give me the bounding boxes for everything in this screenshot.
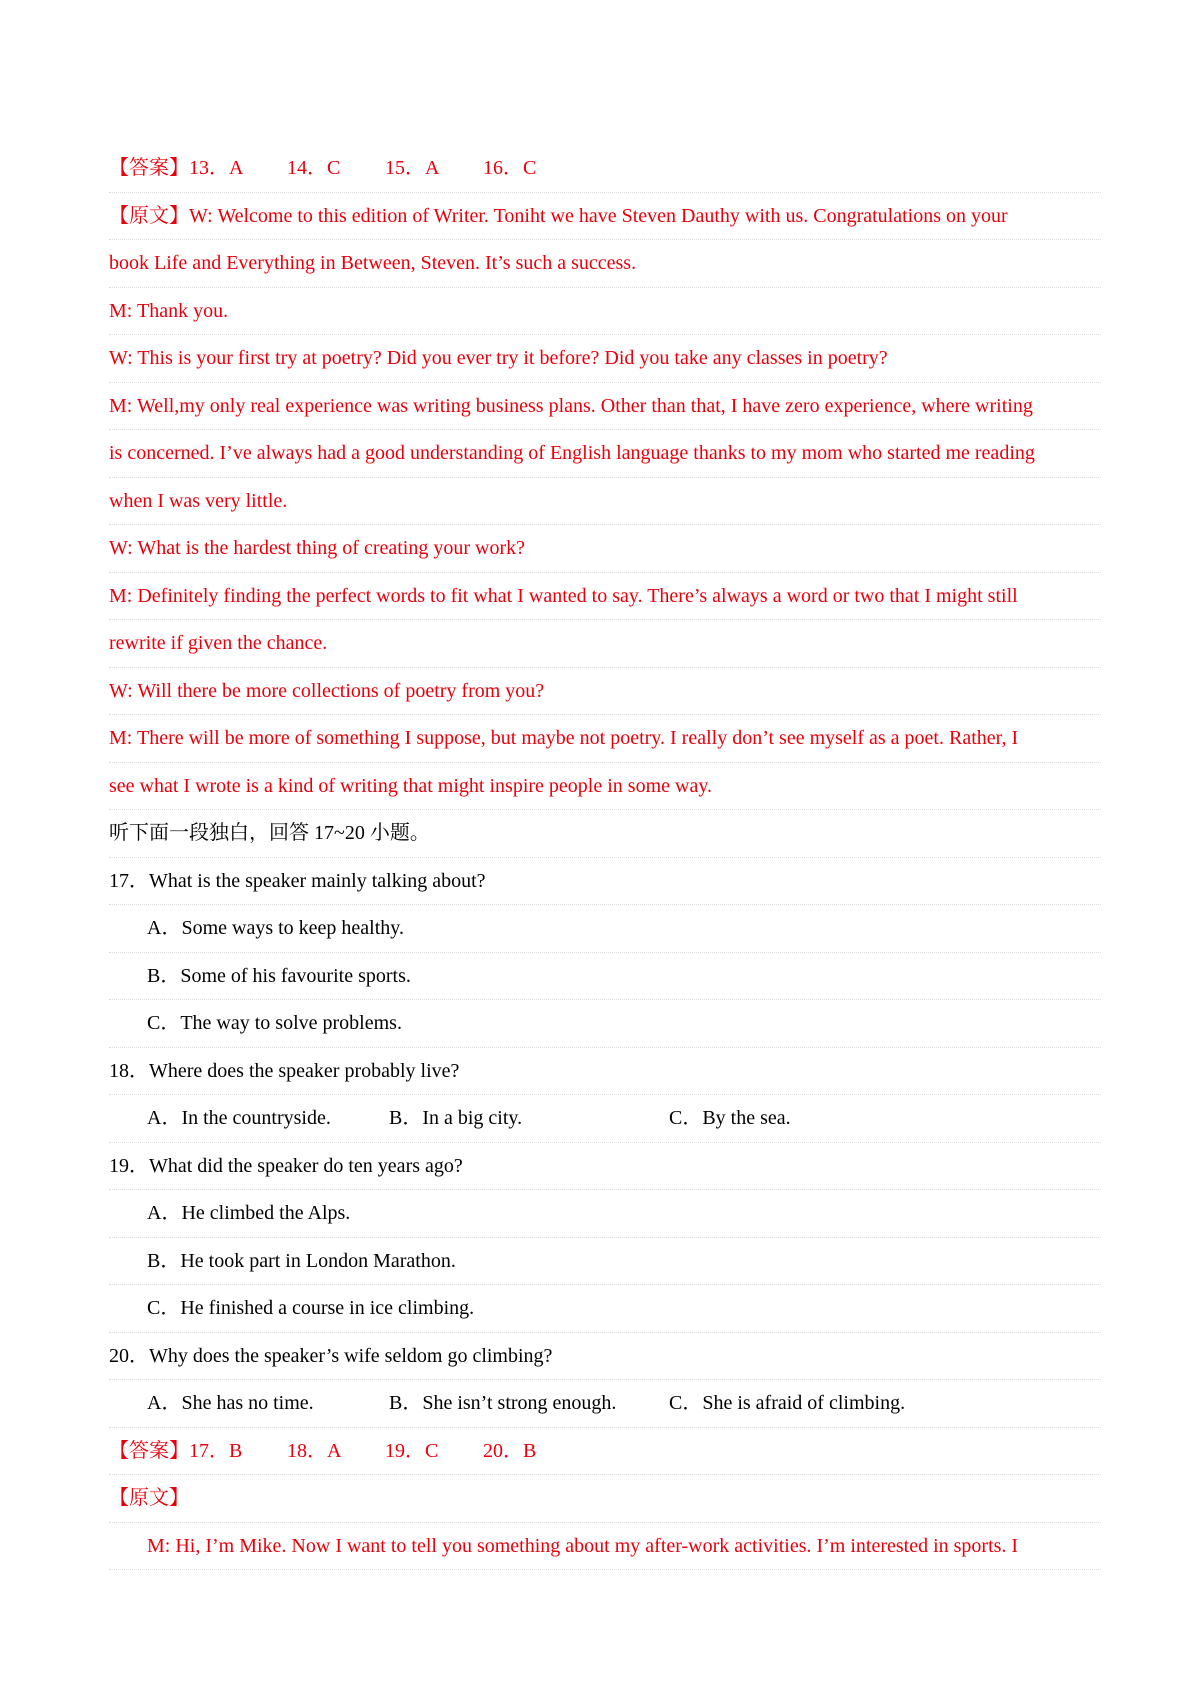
transcript-line: W: This is your first try at poetry? Did you ever try it before? Did you take any classes in poetry? — [109, 335, 1101, 383]
question-stem: 19．What did the speaker do ten years ago? — [109, 1143, 1101, 1191]
answer-item: 17．B — [189, 1439, 243, 1462]
question-option: C．She is afraid of climbing. — [669, 1392, 906, 1414]
transcript-line: M: Thank you. — [109, 288, 1101, 336]
answer-line-17-20 — [109, 1428, 1101, 1476]
question-option: C．He finished a course in ice climbing. — [109, 1285, 1101, 1333]
transcript-line: W: What is the hardest thing of creating your work? — [109, 525, 1101, 573]
transcript-line: rewrite if given the chance. — [109, 620, 1101, 668]
answer-item: 16．C — [483, 157, 537, 179]
question-option: B．In a big city. — [389, 1107, 523, 1129]
answer-item: 13．A — [189, 157, 244, 179]
answer-label: 【答案】 — [109, 157, 189, 179]
question-stem: 18．Where does the speaker probably live? — [109, 1048, 1101, 1096]
question-stem: 20．Why does the speaker’s wife seldom go climbing? — [109, 1333, 1101, 1381]
answer-item: 14．C — [287, 157, 341, 179]
question-option: C．The way to solve problems. — [109, 1000, 1101, 1048]
answer-item: 19．C — [385, 1439, 439, 1462]
transcript-line: M: Definitely finding the perfect words to fit what I wanted to say. There’s always a word or two that I might still — [109, 573, 1101, 621]
transcript-label: 【原文】 — [109, 204, 189, 227]
answer-label: 【答案】 — [109, 1439, 189, 1462]
transcript-line: is concerned. I’ve always had a good understanding of English language thanks to my mom who started me reading — [109, 430, 1101, 478]
transcript-line: M: There will be more of something I suppose, but maybe not poetry. I really don’t see myself as a poet. Rather, I — [109, 715, 1101, 763]
section-instruction: 听下面一段独白，回答 17~20 小题。 — [109, 810, 1101, 858]
question-options-row — [109, 1095, 1101, 1143]
answer-item: 15．A — [385, 157, 440, 179]
question-option: B．Some of his favourite sports. — [109, 953, 1101, 1001]
question-option: A．She has no time. — [147, 1392, 314, 1414]
answer-item: 18．A — [287, 1439, 342, 1462]
transcript-label-line: 【原文】 — [109, 1475, 1101, 1523]
transcript-line: see what I wrote is a kind of writing that might inspire people in some way. — [109, 763, 1101, 811]
question-option: A．Some ways to keep healthy. — [109, 905, 1101, 953]
transcript-line: when I was very little. — [109, 478, 1101, 526]
question-option: B．She isn’t strong enough. — [389, 1392, 617, 1414]
page-content — [109, 145, 1101, 1570]
transcript-line: M: Well,my only real experience was writing business plans. Other than that, I have zero experience, where writing — [109, 383, 1101, 431]
question-stem: 17．What is the speaker mainly talking about? — [109, 858, 1101, 906]
transcript-line: book Life and Everything in Between, Steven. It’s such a success. — [109, 240, 1101, 288]
question-option: C．By the sea. — [669, 1107, 791, 1129]
transcript-line: M: Hi, I’m Mike. Now I want to tell you something about my after-work activities. I’m interested in sports. I — [109, 1523, 1101, 1571]
transcript-text: W: Welcome to this edition of Writer. Toniht we have Steven Dauthy with us. Congratulations on your — [189, 204, 1008, 227]
question-option: B．He took part in London Marathon. — [109, 1238, 1101, 1286]
question-option: A．He climbed the Alps. — [109, 1190, 1101, 1238]
transcript-line — [109, 193, 1101, 241]
answer-item: 20．B — [483, 1439, 537, 1462]
answer-line-13-16 — [109, 145, 1101, 193]
question-option: A．In the countryside. — [147, 1107, 331, 1129]
question-options-row — [109, 1380, 1101, 1428]
transcript-line: W: Will there be more collections of poetry from you? — [109, 668, 1101, 716]
